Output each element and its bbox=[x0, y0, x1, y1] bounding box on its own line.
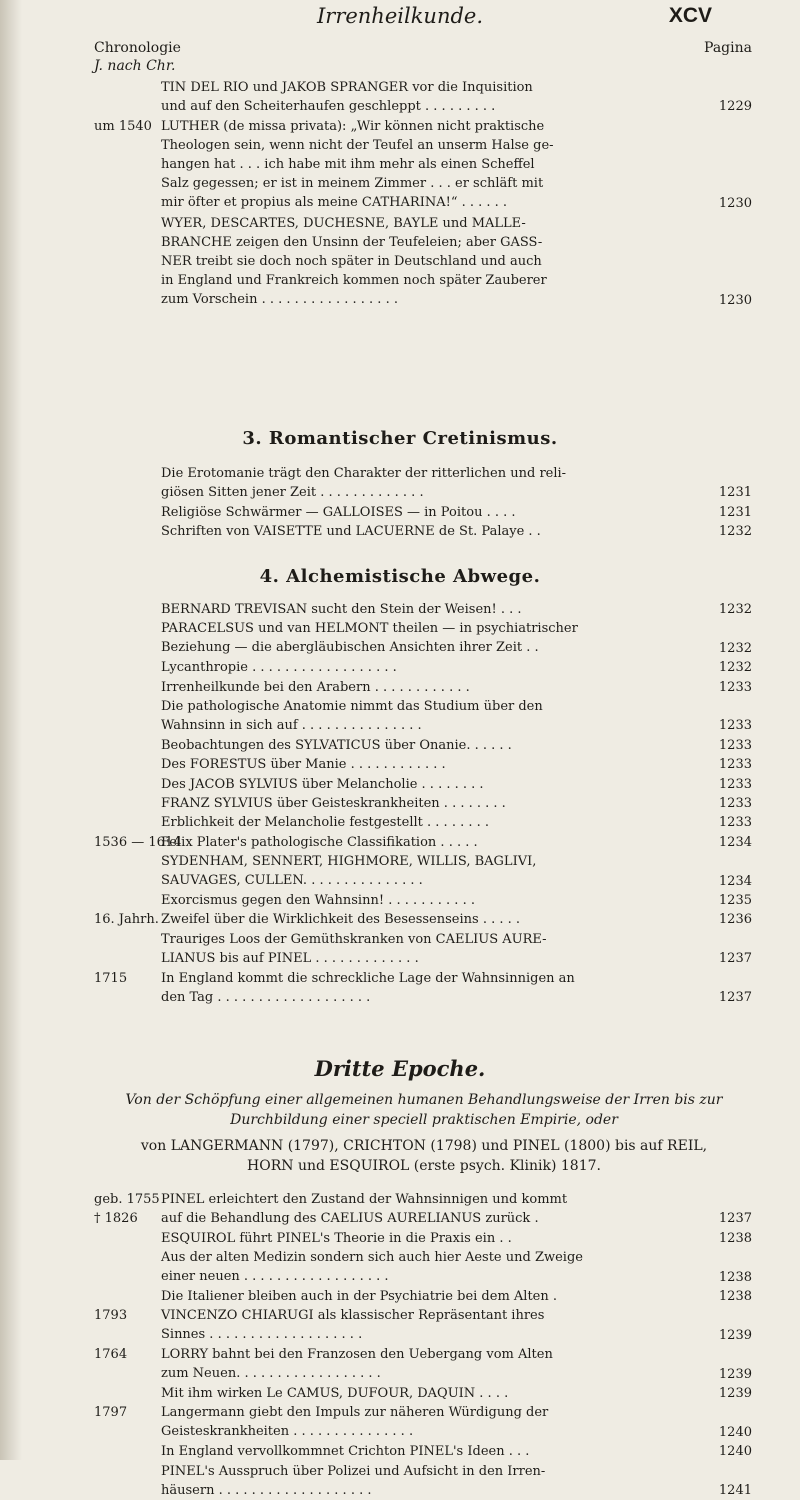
entry-text bbox=[161, 891, 681, 910]
entry-date: 16. Jahrh. bbox=[94, 912, 159, 928]
column-chronology-label: Chronologie bbox=[94, 40, 181, 56]
entry-line: Die pathologische Anatomie nimmt das Studium über den bbox=[161, 699, 543, 714]
entry-line: hangen hat . . . ich habe mit ihm mehr als einen Scheffel bbox=[161, 156, 535, 172]
entry-text bbox=[161, 755, 681, 774]
section-3-heading: 3. Romantischer Cretinismus. bbox=[242, 428, 558, 449]
entry-line: Religiöse Schwärmer — GALLOISES — in Poitou . . . . bbox=[161, 504, 516, 520]
entry-text bbox=[161, 1209, 681, 1228]
entry-text bbox=[161, 1462, 681, 1500]
entry-line: BERNARD TREVISAN sucht den Stein der Weisen! . . . bbox=[161, 602, 522, 617]
entry-line: und auf den Scheiterhaufen geschleppt . . . . . . . . . bbox=[161, 99, 496, 114]
epoch-title: Dritte Epoche. bbox=[314, 1056, 486, 1081]
entry-date: 1764 bbox=[94, 1347, 128, 1363]
column-pagina-label: Pagina bbox=[704, 40, 752, 56]
entry-page-number: 1232 bbox=[718, 602, 752, 617]
entry-line: den Tag . . . . . . . . . . . . . . . . . . . bbox=[161, 989, 371, 1005]
entry-page-number: 1235 bbox=[718, 893, 752, 908]
entry-text bbox=[161, 1345, 681, 1383]
entry-text bbox=[161, 736, 681, 755]
entry-line: zum Neuen. . . . . . . . . . . . . . . . . . bbox=[161, 1366, 381, 1382]
entry-text bbox=[161, 910, 681, 929]
entry-page-number: 1236 bbox=[718, 912, 752, 928]
entry-line: auf die Behandlung des CAELIUS AURELIANUS zurück . bbox=[161, 1211, 539, 1227]
entry-text bbox=[161, 697, 681, 735]
entry-page-number: 1237 bbox=[718, 1211, 752, 1227]
entry-line: LORRY bahnt bei den Franzosen den Uebergang vom Alten bbox=[161, 1347, 553, 1363]
entry-page-number: 1240 bbox=[718, 1444, 752, 1460]
entry-line: ESQUIROL führt PINEL's Theorie in die Praxis ein . . bbox=[161, 1230, 512, 1246]
entry-text bbox=[161, 794, 681, 813]
entry-date: 1536 — 1614 bbox=[94, 834, 182, 850]
entry-page-number: 1230 bbox=[718, 196, 752, 212]
entry-text bbox=[161, 1248, 681, 1286]
entry-date: 1793 bbox=[94, 1308, 128, 1324]
entry-text bbox=[161, 833, 681, 852]
entry-page-number: 1231 bbox=[718, 485, 752, 501]
entry-date: geb. 1755 bbox=[94, 1192, 160, 1207]
entry-line: Langermann giebt den Impuls zur näheren Würdigung der bbox=[161, 1405, 549, 1421]
entry-line: Irrenheilkunde bei den Arabern . . . . . . . . . . . . bbox=[161, 679, 470, 695]
entry-text bbox=[161, 600, 681, 619]
entry-page-number: 1240 bbox=[718, 1424, 752, 1440]
entry-page-number: 1231 bbox=[718, 504, 752, 520]
entry-line: häusern . . . . . . . . . . . . . . . . . . . bbox=[161, 1482, 372, 1498]
entry-page-number: 1239 bbox=[718, 1327, 752, 1343]
entry-page-number: 1229 bbox=[718, 99, 752, 115]
entry-line: FRANZ SYLVIUS über Geisteskrankheiten . . . . . . . . bbox=[161, 796, 506, 811]
entry-line: Geisteskrankheiten . . . . . . . . . . . . . . . bbox=[161, 1424, 414, 1440]
entry-text bbox=[161, 78, 681, 116]
entry-text bbox=[161, 813, 681, 832]
entry-page-number: 1233 bbox=[718, 757, 752, 773]
entry-page-number: 1239 bbox=[718, 1386, 752, 1401]
entry-text bbox=[161, 522, 681, 541]
entry-line: LUTHER (de missa privata): „Wir können nicht praktische bbox=[161, 118, 545, 134]
entry-text bbox=[161, 1403, 681, 1441]
entry-page-number: 1232 bbox=[718, 524, 752, 540]
entry-page-number: 1233 bbox=[718, 815, 752, 831]
entry-text bbox=[161, 214, 681, 309]
column-era-label: J. nach Chr. bbox=[94, 58, 176, 74]
entry-page-number: 1234 bbox=[718, 834, 752, 850]
running-header-title: Irrenheilkunde. bbox=[316, 4, 484, 28]
entry-date: 1715 bbox=[94, 970, 128, 986]
entry-page-number: 1233 bbox=[718, 718, 752, 734]
epoch-range bbox=[94, 1136, 754, 1176]
page-spine-shadow bbox=[0, 0, 22, 1460]
entry-page-number: 1237 bbox=[718, 951, 752, 967]
entry-line: Theologen sein, wenn nicht der Teufel an unserm Halse ge- bbox=[161, 137, 554, 153]
entry-page-number: 1233 bbox=[718, 679, 752, 695]
entry-page-number: 1238 bbox=[718, 1269, 752, 1285]
entry-line: Felix Plater's pathologische Classifikation . . . . . bbox=[161, 834, 478, 850]
entry-date: 1797 bbox=[94, 1405, 128, 1421]
entry-line: in England und Frankreich kommen noch später Zauberer bbox=[161, 272, 547, 288]
entry-text bbox=[161, 775, 681, 794]
epoch-desc-line: Durchbildung einer speciell praktischen Empirie, oder bbox=[230, 1112, 618, 1128]
entry-line: In England kommt die schreckliche Lage der Wahnsinnigen an bbox=[161, 970, 575, 986]
entry-line: mir öfter et propius als meine CATHARINA!“ . . . . . . bbox=[161, 194, 508, 210]
entry-line: PINEL erleichtert den Zustand der Wahnsinnigen und kommt bbox=[161, 1192, 568, 1207]
entry-line: Exorcismus gegen den Wahnsinn! . . . . . . . . . . . bbox=[161, 893, 475, 908]
entry-line: Des JACOB SYLVIUS über Melancholie . . . . . . . . bbox=[161, 776, 484, 792]
entry-page-number: 1232 bbox=[718, 660, 752, 676]
entry-line: Beziehung — die abergläubischen Ansichten ihrer Zeit . . bbox=[161, 640, 539, 656]
entry-text bbox=[161, 852, 681, 890]
entry-page-number: 1241 bbox=[718, 1483, 752, 1498]
entry-page-number: 1233 bbox=[718, 796, 752, 811]
epoch-desc-line: Von der Schöpfung einer allgemeinen humanen Behandlungsweise der Irren bis zur bbox=[125, 1092, 723, 1108]
entry-page-number: 1239 bbox=[718, 1366, 752, 1382]
entry-page-number: 1238 bbox=[718, 1230, 752, 1246]
entry-line: In England vervollkommnet Crichton PINEL's Ideen . . . bbox=[161, 1444, 530, 1460]
entry-page-number: 1233 bbox=[718, 737, 752, 753]
entry-line: PARACELSUS und van HELMONT theilen — in psychiatrischer bbox=[161, 621, 578, 637]
entry-text bbox=[161, 503, 681, 522]
entry-line: Lycanthropie . . . . . . . . . . . . . . . . . . bbox=[161, 660, 397, 676]
entry-text bbox=[161, 117, 681, 212]
entry-text bbox=[161, 464, 681, 502]
section-4-heading: 4. Alchemistische Abwege. bbox=[259, 566, 541, 587]
entry-line: LIANUS bis auf PINEL . . . . . . . . . . . . . bbox=[161, 950, 419, 966]
entry-text bbox=[161, 1229, 681, 1248]
entry-text bbox=[161, 1384, 681, 1403]
entry-line: VINCENZO CHIARUGI als klassischer Repräsentant ihres bbox=[161, 1308, 545, 1324]
entry-line: Die Erotomanie trägt den Charakter der ritterlichen und reli- bbox=[161, 466, 567, 481]
epoch-range-line: von LANGERMANN (1797), CRICHTON (1798) und PINEL (1800) bis auf REIL, bbox=[140, 1138, 708, 1154]
entry-text bbox=[161, 930, 681, 968]
entry-date: † 1826 bbox=[94, 1211, 138, 1227]
entry-text bbox=[161, 1306, 681, 1344]
epoch-description bbox=[94, 1090, 754, 1130]
entry-line: WYER, DESCARTES, DUCHESNE, BAYLE und MALLE- bbox=[161, 215, 526, 231]
entry-text bbox=[161, 1442, 681, 1461]
entry-line: SYDENHAM, SENNERT, HIGHMORE, WILLIS, BAGLIVI, bbox=[161, 854, 537, 870]
entry-line: Aus der alten Medizin sondern sich auch hier Aeste und Zweige bbox=[161, 1250, 583, 1266]
entry-line: giösen Sitten jener Zeit . . . . . . . . . . . . . bbox=[161, 485, 424, 500]
entry-line: SAUVAGES, CULLEN. . . . . . . . . . . . . . . bbox=[161, 873, 423, 889]
entry-line: TIN DEL RIO und JAKOB SPRANGER vor die Inquisition bbox=[161, 80, 533, 95]
entry-page-number: 1230 bbox=[718, 293, 752, 309]
entry-page-number: 1238 bbox=[718, 1289, 752, 1304]
entry-page-number: 1234 bbox=[718, 873, 752, 889]
entry-line: Sinnes . . . . . . . . . . . . . . . . . . . bbox=[161, 1327, 363, 1343]
entry-line: Schriften von VAISETTE und LACUERNE de St. Palaye . . bbox=[161, 524, 541, 540]
entry-line: NER treibt sie doch noch später in Deutschland und auch bbox=[161, 253, 542, 269]
entry-line: Die Italiener bleiben auch in der Psychiatrie bei dem Alten . bbox=[161, 1289, 557, 1304]
entry-date: um 1540 bbox=[94, 118, 152, 134]
entry-page-number: 1232 bbox=[718, 640, 752, 656]
entry-line: BRANCHE zeigen den Unsinn der Teufeleien; aber GASS- bbox=[161, 234, 543, 250]
entry-line: einer neuen . . . . . . . . . . . . . . . . . . bbox=[161, 1269, 389, 1285]
entry-page-number: 1233 bbox=[718, 776, 752, 792]
entry-line: Zweifel über die Wirklichkeit des Besessenseins . . . . . bbox=[161, 912, 521, 928]
entry-text bbox=[161, 969, 681, 1007]
entry-text bbox=[161, 1287, 681, 1306]
epoch-range-line: HORN und ESQUIROL (erste psych. Klinik) 1817. bbox=[247, 1158, 601, 1174]
entry-text bbox=[161, 678, 681, 697]
entry-text bbox=[161, 658, 681, 677]
entry-line: Wahnsinn in sich auf . . . . . . . . . . . . . . . bbox=[161, 718, 422, 733]
entry-page-number: 1237 bbox=[718, 990, 752, 1005]
entry-line: Trauriges Loos der Gemüthskranken von CAELIUS AURE- bbox=[161, 931, 547, 947]
entry-line: Salz gegessen; er ist in meinem Zimmer . . . er schläft mit bbox=[161, 175, 544, 191]
entry-line: Erblichkeit der Melancholie festgestellt . . . . . . . . bbox=[161, 815, 490, 831]
entry-line: Beobachtungen des SYLVATICUS über Onanie. . . . . . bbox=[161, 737, 512, 753]
entry-line: Des FORESTUS über Manie . . . . . . . . . . . . bbox=[161, 757, 446, 773]
entry-line: Mit ihm wirken Le CAMUS, DUFOUR, DAQUIN . . . . bbox=[161, 1386, 509, 1401]
entry-text bbox=[161, 1190, 681, 1209]
entry-text bbox=[161, 619, 681, 657]
page-number-roman: XCV bbox=[668, 4, 712, 27]
entry-line: PINEL's Ausspruch über Polizei und Aufsicht in den Irren- bbox=[161, 1463, 546, 1479]
entry-line: zum Vorschein . . . . . . . . . . . . . . . . . bbox=[161, 291, 398, 307]
